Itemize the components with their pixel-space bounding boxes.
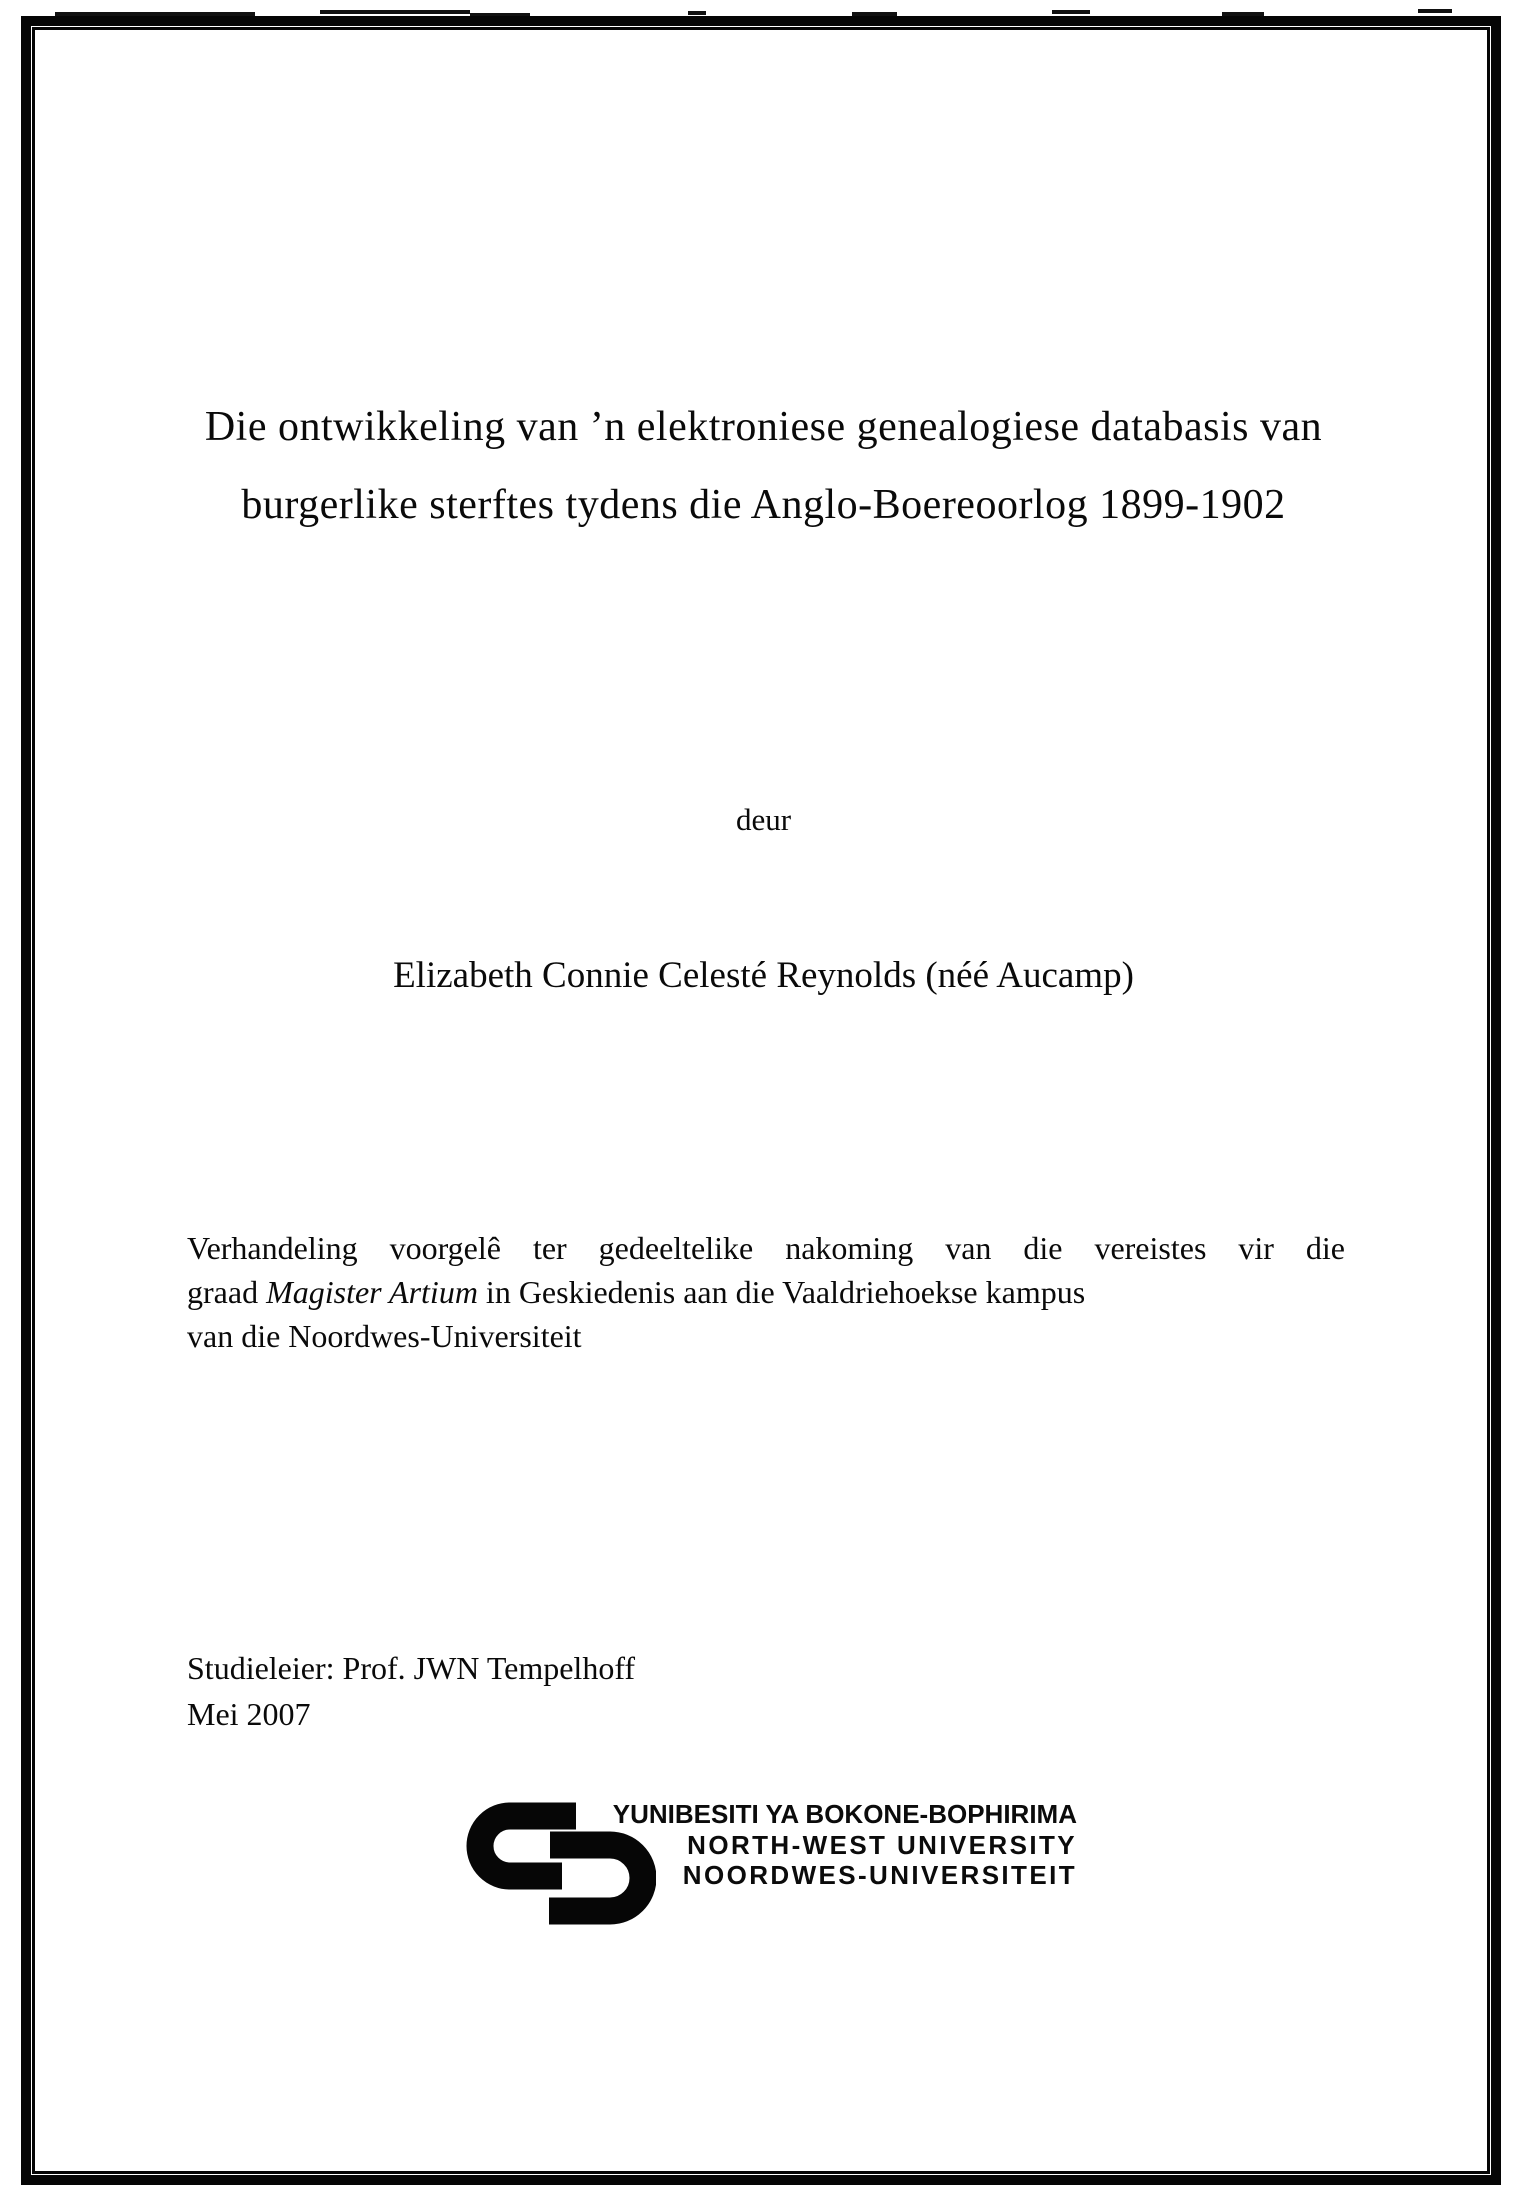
degree-statement <box>187 1226 1345 1358</box>
scan-artifact <box>688 11 706 15</box>
author-name: Elizabeth Connie Celesté Reynolds (néé Aucamp) <box>393 955 1134 996</box>
university-wordmark <box>585 1799 1077 1891</box>
degree-statement-line2-pre: graad <box>187 1274 267 1310</box>
thesis-title <box>70 388 1457 544</box>
degree-statement-line3: van die Noordwes-Universiteit <box>187 1318 582 1354</box>
supervisor-line: Studieleier: Prof. JWN Tempelhoff <box>187 1650 636 1686</box>
university-name-setswana: YUNIBESITI YA BOKONE-BOPHIRIMA <box>612 1799 1077 1829</box>
scan-artifact <box>1052 10 1090 14</box>
date-line: Mei 2007 <box>187 1696 311 1732</box>
thesis-title-line2: burgerlike sterftes tydens die Anglo-Boereoorlog 1899-1902 <box>241 482 1286 528</box>
degree-name: Magister Artium <box>266 1274 478 1310</box>
scan-artifact <box>320 10 470 14</box>
supervisor-block <box>187 1645 635 1737</box>
degree-statement-line1: Verhandeling voorgelê ter gedeeltelike nakoming van die vereistes vir die <box>187 1230 1345 1266</box>
thesis-title-line1: Die ontwikkeling van ’n elektroniese genealogiese databasis van <box>204 404 1323 450</box>
university-name-afrikaans: NOORDWES-UNIVERSITEIT <box>682 1860 1077 1890</box>
university-name-english: NORTH-WEST UNIVERSITY <box>687 1829 1077 1860</box>
degree-statement-line2 <box>187 1270 1345 1314</box>
scan-artifact <box>1418 9 1452 13</box>
byline-label: deur <box>735 802 792 837</box>
degree-statement-line2-post: in Geskiedenis aan die Vaaldriehoekse kampus <box>477 1274 1086 1310</box>
